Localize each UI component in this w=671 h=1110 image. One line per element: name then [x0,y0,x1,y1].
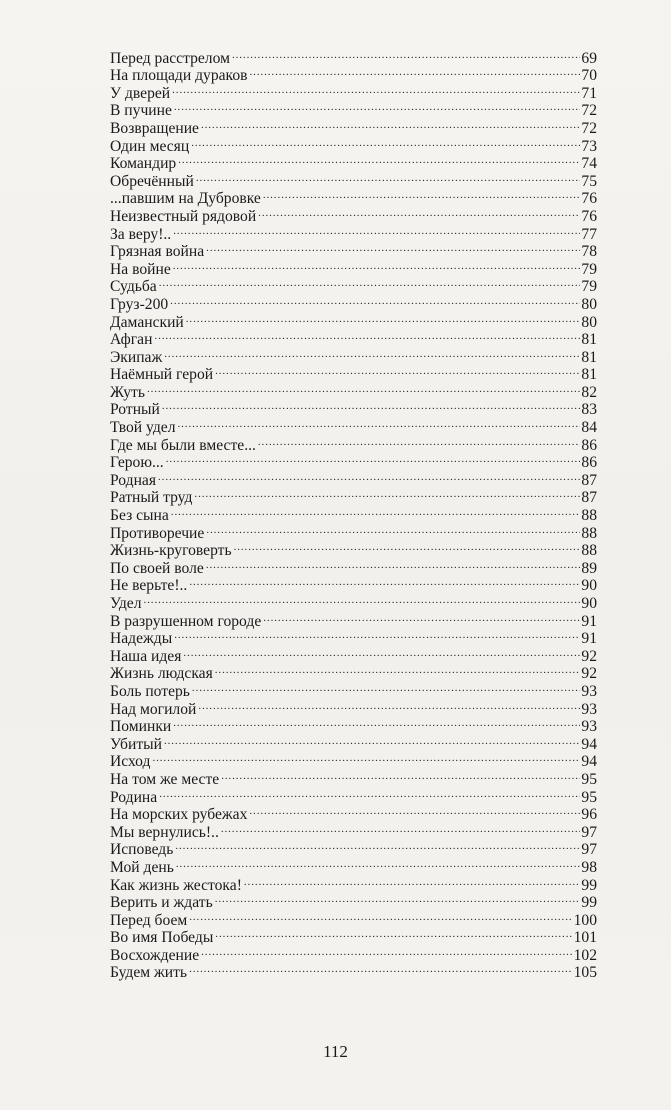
toc-entry-page: 97 [581,841,597,859]
toc-entry-title: Возвращение [110,119,199,137]
toc-entry-title: Удел [110,595,142,612]
toc-entry [110,450,597,472]
dot-leader [152,749,580,767]
toc-entry-title: Родина [110,788,158,806]
toc-entry [110,45,597,67]
toc-entry-page: 92 [581,665,597,683]
toc-entry-title: Мы вернулись!.. [110,823,219,841]
toc-entry [110,837,597,859]
toc-entry-page: 91 [581,612,597,630]
dot-leader [170,291,580,309]
toc-entry-page: 92 [581,647,597,665]
toc-entry-page: 97 [581,823,597,841]
toc-entry-page: 72 [581,102,597,120]
toc-entry-page: 90 [581,595,597,612]
toc-entry-title: Верить и ждать [110,894,213,912]
toc-entry [110,291,597,313]
toc-entry [110,221,597,243]
dot-leader [250,63,581,81]
toc-entry [110,590,597,612]
toc-entry [110,274,597,296]
dot-leader [183,643,580,661]
toc-entry-title: Противоречие [110,524,205,542]
toc-entry-page: 72 [581,119,597,137]
toc-entry [110,98,597,120]
toc-entry-title: Перед боем [110,911,188,929]
toc-entry-title: Надежды [110,630,173,648]
toc-entry-page: 86 [581,454,597,472]
toc-entry-page: 105 [573,964,597,982]
dot-leader [215,925,572,943]
toc-entry [110,344,597,366]
toc-entry-page: 86 [581,436,597,454]
toc-entry-page: 84 [581,419,597,437]
toc-entry-title: Будем жить [110,964,188,982]
toc-entry [110,626,597,648]
toc-entry-page: 69 [581,49,597,67]
dot-leader [215,661,581,679]
toc-entry-page: 88 [581,542,597,560]
toc-entry-page: 80 [581,313,597,331]
toc-entry [110,432,597,454]
toc-entry-page: 83 [581,401,597,419]
toc-entry-title: Груз-200 [110,295,169,313]
toc-entry-title: Герою... [110,454,164,472]
dot-leader [263,186,581,204]
toc-entry-title: Восхождение [110,946,200,964]
toc-entry-title: Где мы были вместе... [110,436,256,454]
toc-entry-title: Один месяц [110,137,190,155]
toc-entry-page: 81 [581,366,597,384]
dot-leader [263,608,580,626]
toc-entry-page: 80 [581,295,597,313]
dot-leader [178,414,581,432]
toc-entry-title: Исход [110,753,151,771]
toc-entry-title: В разрушенном городе [110,612,262,630]
toc-entry-title: Жизнь-круговерть [110,542,232,560]
dot-leader [196,168,581,186]
dot-leader [198,696,580,714]
toc-entry-title: Боль потерь [110,682,190,700]
toc-entry-title: Без сына [110,507,169,525]
toc-entry-page: 94 [581,753,597,771]
page-number: 112 [323,1042,348,1061]
dot-leader [244,872,581,890]
toc-entry-title: Как жизнь жестока! [110,876,242,894]
toc-entry-page: 87 [581,489,597,507]
toc-entry-title: Судьба [110,278,157,296]
dot-leader [221,819,581,837]
toc-entry-page: 77 [581,225,597,243]
dot-leader [201,115,580,133]
toc-entry-title: Неизвестный рядовой [110,207,257,225]
toc-entry-title: Во имя Победы [110,929,214,947]
dot-leader [194,485,580,503]
toc-entry-page: 96 [581,806,597,824]
dot-leader [158,467,580,485]
toc-entry-title: На том же месте [110,770,220,788]
toc-entry-title: Наёмный герой [110,366,214,384]
dot-leader [234,538,581,556]
dot-leader [189,573,580,591]
toc-entry-title: Ротный [110,401,160,419]
dot-leader [174,98,581,116]
toc-entry-title: Ратный труд [110,489,193,507]
toc-entry [110,115,597,137]
dot-leader [174,626,580,644]
toc-entry-page: 94 [581,735,597,753]
toc-entry [110,502,597,525]
toc-entry-title: Даманский [110,313,184,331]
toc-entry-title: На морских рубежах [110,806,248,824]
toc-entry-title: Не верьте!.. [110,577,188,595]
dot-leader [171,502,581,520]
dot-leader [164,731,580,749]
toc-entry [110,414,597,437]
toc-entry-title: Обречённый [110,172,194,190]
dot-leader [186,309,581,327]
toc-entry-page: 79 [581,278,597,296]
toc-entry-page: 81 [581,331,597,349]
toc-entry [110,872,597,894]
toc-entry-title: Экипаж [110,348,163,366]
toc-entry-title: Наша идея [110,647,182,665]
toc-entry-page: 102 [573,946,597,964]
toc-entry-title: По своей воле [110,559,204,577]
toc-entry-page: 93 [581,700,597,718]
toc-entry-title: На войне [110,260,171,278]
toc-entry-title: Исповедь [110,841,174,859]
dot-leader [191,133,580,151]
toc-entry-title: Убитый [110,735,162,753]
toc-entry-title: На площади дураков [110,67,248,85]
dot-leader [178,151,580,169]
dot-leader [206,555,581,573]
toc-entry-page: 95 [581,788,597,806]
toc-entry-page: 82 [581,383,597,401]
toc-entry-page: 75 [581,172,597,190]
toc-entry-page: 74 [581,155,597,173]
dot-leader [189,907,572,925]
toc-entry-title: Командир [110,155,177,173]
toc-entry-page: 99 [581,876,597,894]
dot-leader [147,379,580,397]
dot-leader [221,766,580,784]
toc-entry [110,309,597,331]
table-of-contents [110,45,597,982]
toc-entry [110,714,597,736]
toc-entry-page: 101 [573,929,597,947]
toc-entry [110,643,597,665]
dot-leader [166,450,581,468]
dot-leader [159,784,580,802]
toc-entry-page: 95 [581,770,597,788]
dot-leader [215,362,580,380]
toc-entry [110,327,597,349]
dot-leader [258,203,580,221]
toc-entry-page: 99 [581,894,597,912]
toc-entry-page: 73 [581,137,597,155]
toc-entry [110,168,597,190]
toc-entry [110,151,597,173]
toc-entry-page: 100 [573,911,597,929]
toc-entry-page: 88 [581,507,597,525]
toc-entry [110,749,597,771]
toc-entry-page: 79 [581,260,597,278]
dot-leader [189,960,573,978]
toc-entry-title: За веру!.. [110,225,172,243]
toc-entry-title: В пучине [110,102,172,120]
dot-leader [173,221,580,239]
dot-leader [232,45,580,63]
toc-entry [110,854,597,876]
toc-entry-page: 93 [581,718,597,736]
toc-entry-title: Мой день [110,858,174,876]
toc-entry-page: 98 [581,858,597,876]
dot-leader [206,239,580,257]
toc-entry-page: 76 [581,190,597,208]
toc-entry-page: 70 [581,67,597,85]
toc-entry-title: Грязная война [110,243,205,261]
toc-entry [110,239,597,261]
toc-entry [110,731,597,753]
toc-entry [110,256,597,278]
dot-leader [258,432,581,450]
toc-entry-title: У дверей [110,84,171,102]
toc-entry-title: ...павшим на Дубровке [110,190,261,208]
dot-leader [249,802,580,820]
toc-entry [110,467,597,489]
toc-entry [110,80,597,102]
toc-entry-title: Твой удел [110,419,176,437]
dot-leader [172,80,580,98]
toc-entry-page: 93 [581,682,597,700]
dot-leader [215,890,581,908]
dot-leader [201,942,572,960]
toc-entry [110,362,597,384]
toc-entry [110,520,597,542]
dot-leader [173,256,581,274]
toc-entry [110,766,597,788]
dot-leader [175,837,580,855]
toc-entry [110,397,597,419]
toc-entry-page: 71 [581,84,597,102]
dot-leader [144,590,581,608]
toc-entry [110,379,597,401]
dot-leader [154,327,580,345]
dot-leader [162,397,581,415]
toc-entry-title: Над могилой [110,700,197,718]
toc-entry [110,608,597,630]
toc-entry-title: Афган [110,331,153,349]
toc-entry-page: 78 [581,243,597,261]
toc-entry-title: Родная [110,471,157,489]
toc-entry [110,802,597,824]
dot-leader [173,714,580,732]
dot-leader [192,678,580,696]
toc-entry-title: Жуть [110,383,145,401]
dot-leader [164,344,580,362]
toc-entry [110,784,597,806]
toc-entry-page: 91 [581,630,597,648]
toc-entry-title: Поминки [110,718,172,736]
toc-entry-page: 76 [581,207,597,225]
toc-entry [110,485,597,507]
toc-entry-page: 89 [581,559,597,577]
toc-entry-title: Перед расстрелом [110,49,230,67]
toc-entry-title: Жизнь людская [110,665,213,683]
toc-entry-page: 90 [581,577,597,595]
toc-entry-page: 81 [581,348,597,366]
dot-leader [206,520,580,538]
dot-leader [176,854,581,872]
toc-entry-page: 88 [581,524,597,542]
toc-entry-page: 87 [581,471,597,489]
dot-leader [159,274,581,292]
